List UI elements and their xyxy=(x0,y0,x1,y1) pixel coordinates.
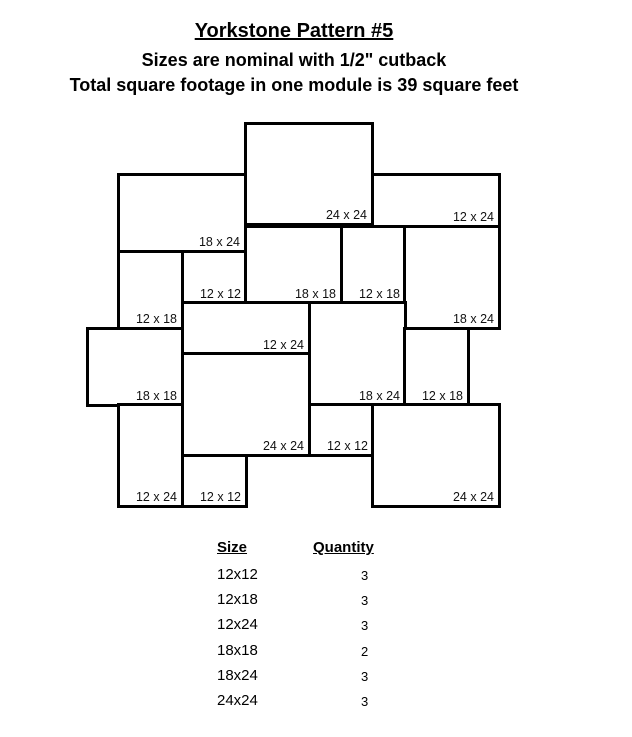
tile-label: 18 x 18 xyxy=(294,287,336,301)
table-row-qty: 3 xyxy=(361,618,369,633)
table-row-size: 12x12 xyxy=(217,566,258,583)
tile-label: 12 x 12 xyxy=(199,490,241,504)
table-row-qty: 3 xyxy=(361,568,369,583)
quantity-column-header: Quantity xyxy=(313,539,374,556)
table-row-size: 18x24 xyxy=(217,667,258,684)
tile-label: 24 x 24 xyxy=(262,439,304,453)
tile xyxy=(181,352,311,457)
tile-label: 12 x 12 xyxy=(199,287,241,301)
table-row-qty: 3 xyxy=(361,593,369,608)
subtitle: Sizes are nominal with 1/2" cutback xyxy=(141,50,447,70)
tile xyxy=(117,403,184,508)
table-row-qty: 3 xyxy=(361,694,369,709)
tile xyxy=(117,250,184,330)
tile xyxy=(181,301,311,356)
tile xyxy=(308,301,407,407)
tile xyxy=(403,327,470,407)
tile-label: 12 x 24 xyxy=(135,490,177,504)
tile-label: 12 x 18 xyxy=(135,312,177,326)
table-row-qty: 2 xyxy=(361,644,369,659)
tile xyxy=(181,454,248,508)
tile xyxy=(117,173,247,253)
tile-label: 18 x 24 xyxy=(358,389,400,403)
tile xyxy=(181,250,248,305)
tile xyxy=(308,403,375,457)
tile-label: 12 x 18 xyxy=(421,389,463,403)
tile xyxy=(86,327,184,407)
tile xyxy=(340,225,407,305)
tile xyxy=(403,225,501,330)
tile-label: 24 x 24 xyxy=(452,490,494,504)
tile xyxy=(244,122,374,226)
tile xyxy=(371,173,501,228)
tile-label: 18 x 24 xyxy=(198,235,240,249)
page-title: Yorkstone Pattern #5 xyxy=(194,20,394,42)
square-footage-note: Total square footage in one module is 39 square feet xyxy=(69,75,519,95)
tile-label: 12 x 24 xyxy=(452,210,494,224)
tile-label: 12 x 18 xyxy=(358,287,400,301)
tile xyxy=(244,225,343,305)
size-column-header: Size xyxy=(217,539,248,556)
tile-label: 24 x 24 xyxy=(325,208,367,222)
table-row-size: 24x24 xyxy=(217,692,258,709)
tile-label: 12 x 24 xyxy=(262,338,304,352)
tile-label: 18 x 24 xyxy=(452,312,494,326)
table-row-size: 12x24 xyxy=(217,616,258,633)
table-row-qty: 3 xyxy=(361,669,369,684)
table-row-size: 12x18 xyxy=(217,591,258,608)
table-row-size: 18x18 xyxy=(217,642,258,659)
tile-label: 12 x 12 xyxy=(326,439,368,453)
tile-label: 18 x 18 xyxy=(135,389,177,403)
tile xyxy=(371,403,501,508)
